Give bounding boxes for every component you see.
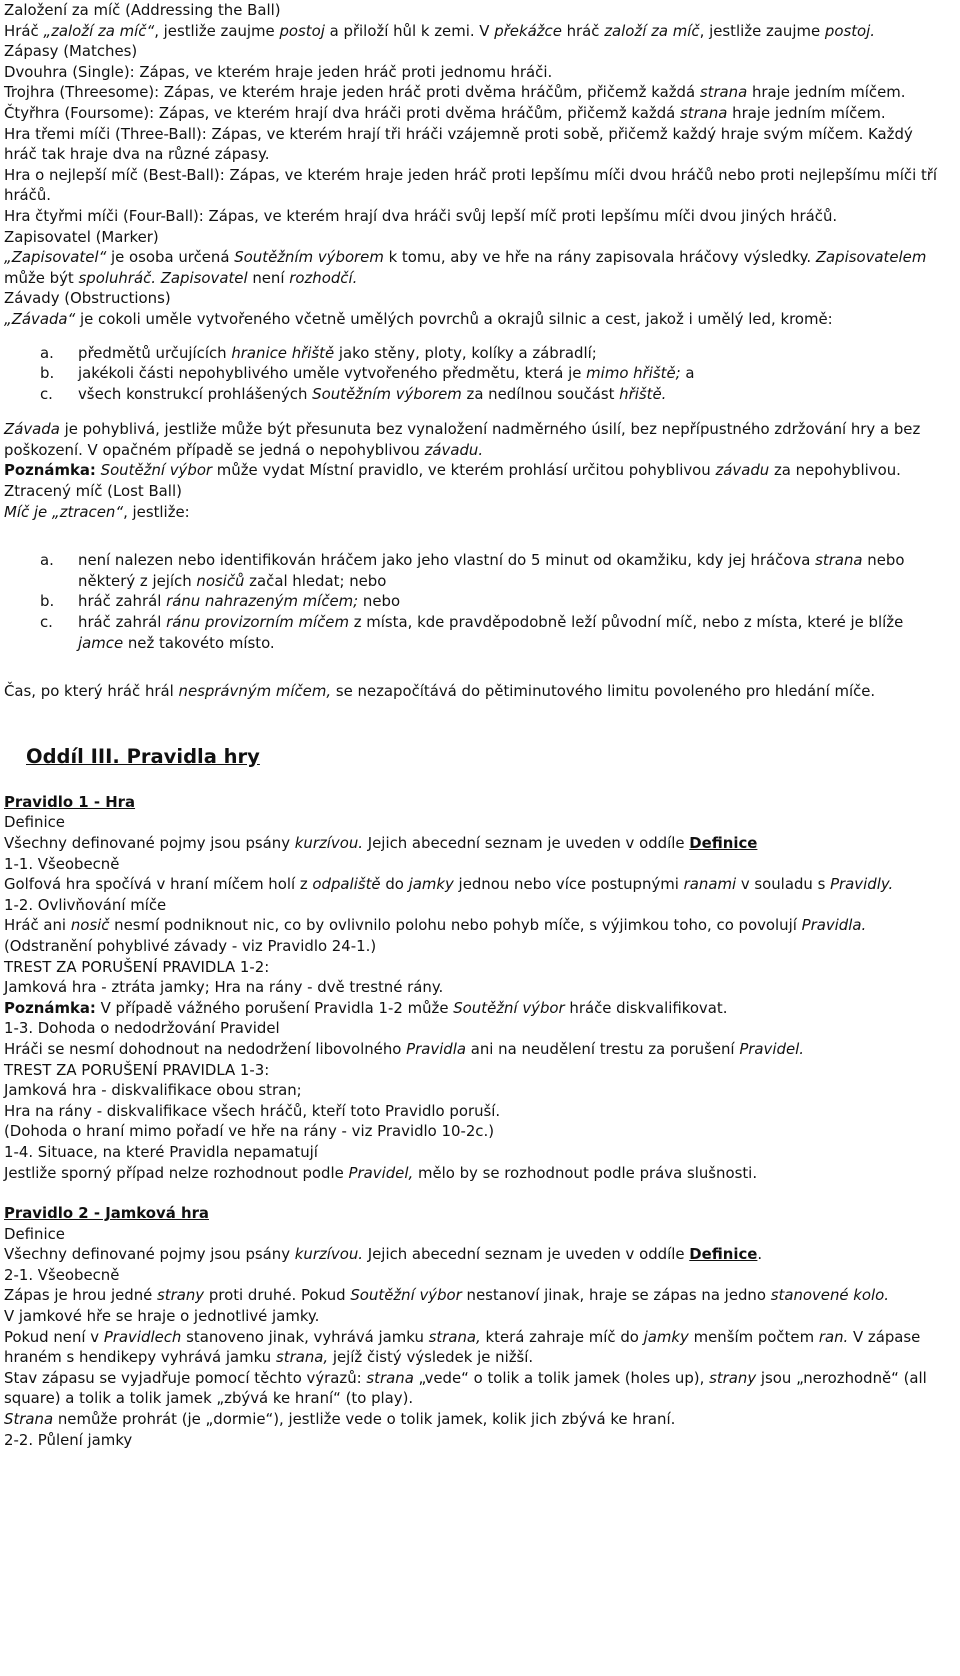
paragraph: Jamková hra - ztráta jamky; Hra na rány - dvě trestné rány.: [4, 978, 444, 997]
paragraph: Hra o nejlepší míč (Best-Ball): Zápas, ve kterém hraje jeden hráč proti lepšímu míči dvou hráčů nebo proti nejlepšímu míči tří hráčů.: [4, 165, 938, 205]
rule-heading: Pravidlo 1 - Hra: [4, 792, 136, 811]
list-item-text: všech konstrukcí prohlášených Soutěžním výborem za nedílnou součást hřiště.: [78, 384, 667, 403]
list-marker: b.: [40, 592, 55, 611]
section-heading: Oddíl III. Pravidla hry: [26, 744, 260, 768]
paragraph: Hráč „založí za míč“, jestliže zaujme postoj a přiloží hůl k zemi. V překážce hráč založí za míč, jestliže zaujme postoj.: [4, 21, 876, 40]
list-marker: c.: [40, 384, 53, 403]
paragraph: Golfová hra spočívá v hraní míčem holí z odpaliště do jamky jednou nebo více postupnými ranami v souladu s Pravidly.: [4, 875, 894, 894]
paragraph: Zapisovatel (Marker): [4, 227, 159, 246]
paragraph: Ztracený míč (Lost Ball): [4, 482, 182, 501]
list-item: [4, 550, 942, 591]
paragraph: Čtyřhra (Foursome): Zápas, ve kterém hrají dva hráči proti dvěma hráčům, přičemž každá strana hraje jedním míčem.: [4, 103, 886, 122]
list-item-text: hráč zahrál ránu provizorním míčem z místa, kde pravděpodobně leží původní míč, nebo z místa, které je blíže jamce než takovéto místo.: [78, 613, 904, 652]
list-item-text: není nalezen nebo identifikován hráčem jako jeho vlastní do 5 minut od okamžiku, kdy jej hráčova strana nebo některý z jejích nosičů začal hledat; nebo: [78, 551, 905, 590]
paragraph: 2-2. Půlení jamky: [4, 1430, 133, 1449]
list-marker: b.: [40, 364, 55, 383]
paragraph: Hra na rány - diskvalifikace všech hráčů, kteří toto Pravidlo poruší.: [4, 1101, 501, 1120]
paragraph: Závada je pohyblivá, jestliže může být přesunuta bez vynaložení nadměrného úsilí, bez nepřípustného zdržování hry a bez poškození. V opačném případě se jedná o nepohyblivou závadu.: [4, 420, 921, 459]
paragraph: (Dohoda o hraní mimo pořadí ve hře na rány - viz Pravidlo 10-2c.): [4, 1122, 495, 1141]
paragraph: Trojhra (Threesome): Zápas, ve kterém hraje jeden hráč proti dvěma hráčům, přičemž každá strana hraje jedním míčem.: [4, 83, 906, 102]
paragraph: TREST ZA PORUŠENÍ PRAVIDLA 1-3:: [4, 1060, 270, 1079]
paragraph: Hráč ani nosič nesmí podniknout nic, co by ovlivnilo polohu nebo pohyb míče, s výjimkou toho, co povolují Pravidla.: [4, 916, 867, 935]
list-item: [4, 343, 942, 364]
ordered-list: [4, 550, 942, 653]
paragraph: V jamkové hře se hraje o jednotlivé jamky.: [4, 1307, 320, 1326]
paragraph: 1-4. Situace, na které Pravidla nepamatují: [4, 1142, 318, 1161]
paragraph: Hra čtyřmi míči (Four-Ball): Zápas, ve kterém hrají dva hráči svůj lepší míč proti lepšímu míči dvou jiných hráčů.: [4, 206, 838, 225]
paragraph: Míč je „ztracen“, jestliže:: [4, 502, 190, 521]
paragraph: Jestliže sporný případ nelze rozhodnout podle Pravidel, mělo by se rozhodnout podle práva slušnosti.: [4, 1163, 758, 1182]
paragraph: Čas, po který hráč hrál nesprávným míčem, se nezapočítává do pětiminutového limitu povoleného pro hledání míče.: [4, 682, 876, 701]
rule-heading: Pravidlo 2 - Jamková hra: [4, 1204, 209, 1223]
paragraph: „Závada“ je cokoli uměle vytvořeného včetně umělých povrchů a okrajů silnic a cest, jakož i umělý led, kromě:: [4, 309, 833, 328]
paragraph: Zápas je hrou jedné strany proti druhé. Pokud Soutěžní výbor nestanoví jinak, hraje se zápas na jedno stanovené kolo.: [4, 1286, 890, 1305]
paragraph: TREST ZA PORUŠENÍ PRAVIDLA 1-2:: [4, 957, 270, 976]
list-marker: c.: [40, 613, 53, 632]
paragraph: Definice: [4, 813, 65, 832]
paragraph: 1-3. Dohoda o nedodržování Pravidel: [4, 1019, 280, 1038]
paragraph: Všechny definované pojmy jsou psány kurzívou. Jejich abecední seznam je uveden v oddíle Definice.: [4, 1245, 763, 1264]
spacer: [4, 1183, 942, 1203]
list-marker: a.: [40, 551, 54, 570]
paragraph: 1-1. Všeobecně: [4, 854, 120, 873]
paragraph: Dvouhra (Single): Zápas, ve kterém hraje jeden hráč proti jednomu hráči.: [4, 62, 553, 81]
list-item-text: jakékoli části nepohyblivého uměle vytvořeného předmětu, která je mimo hřiště; a: [78, 364, 695, 383]
paragraph: Jamková hra - diskvalifikace obou stran;: [4, 1081, 302, 1100]
paragraph: „Zapisovatel“ je osoba určená Soutěžním výborem k tomu, aby ve hře na rány zapisovala hráčovy výsledky. Zapisovatelem může být spoluhráč. Zapisovatel není rozhodčí.: [4, 248, 927, 287]
paragraph: Hráči se nesmí dohodnout na nedodržení libovolného Pravidla ani na neudělení trestu za porušení Pravidel.: [4, 1039, 804, 1058]
paragraph: Všechny definované pojmy jsou psány kurzívou. Jejich abecední seznam je uveden v oddíle Definice: [4, 834, 758, 852]
ordered-list: [4, 343, 942, 405]
list-item-text: předmětů určujících hranice hřiště jako stěny, ploty, kolíky a zábradlí;: [78, 343, 597, 362]
paragraph: (Odstranění pohyblivé závady - viz Pravidlo 24-1.): [4, 936, 377, 955]
paragraph: Definice: [4, 1224, 65, 1243]
paragraph: Pokud není v Pravidlech stanoveno jinak, vyhrává jamku strana, která zahraje míč do jamky menším počtem ran. V zápase hraném s hendikepy vyhrává jamku strana, jejíž čistý výsledek je nižší.: [4, 1327, 921, 1367]
paragraph: Závady (Obstructions): [4, 289, 171, 308]
list-item: [4, 384, 942, 405]
paragraph: Strana nemůže prohrát (je „dormie“), jestliže vede o tolik jamek, kolik jich zbývá ke hraní.: [4, 1410, 676, 1429]
paragraph: Hra třemi míči (Three-Ball): Zápas, ve kterém hrají tři hráči vzájemně proti sobě, přičemž každý hraje svým míčem. Každý hráč tak hraje dva na různé zápasy.: [4, 124, 913, 164]
list-marker: a.: [40, 343, 54, 362]
list-item-text: hráč zahrál ránu nahrazeným míčem; nebo: [78, 592, 401, 611]
list-item: [4, 363, 942, 384]
list-item: [4, 591, 942, 612]
paragraph: Založení za míč (Addressing the Ball): [4, 1, 281, 19]
paragraph: 1-2. Ovlivňování míče: [4, 895, 167, 914]
paragraph: Stav zápasu se vyjadřuje pomocí těchto výrazů: strana „vede“ o tolik a tolik jamek (holes up), strany jsou „nerozhodně“ (all square) a tolik a tolik jamek „zbývá ke hraní“ (to play).: [4, 1368, 927, 1408]
list-item: [4, 612, 942, 653]
paragraph: Zápasy (Matches): [4, 42, 138, 61]
paragraph: Poznámka: V případě vážného porušení Pravidla 1-2 může Soutěžní výbor hráče diskvalifikovat.: [4, 998, 728, 1017]
paragraph: Poznámka: Soutěžní výbor může vydat Místní pravidlo, ve kterém prohlásí určitou pohyblivou závadu za nepohyblivou.: [4, 461, 901, 480]
paragraph: 2-1. Všeobecně: [4, 1265, 120, 1284]
